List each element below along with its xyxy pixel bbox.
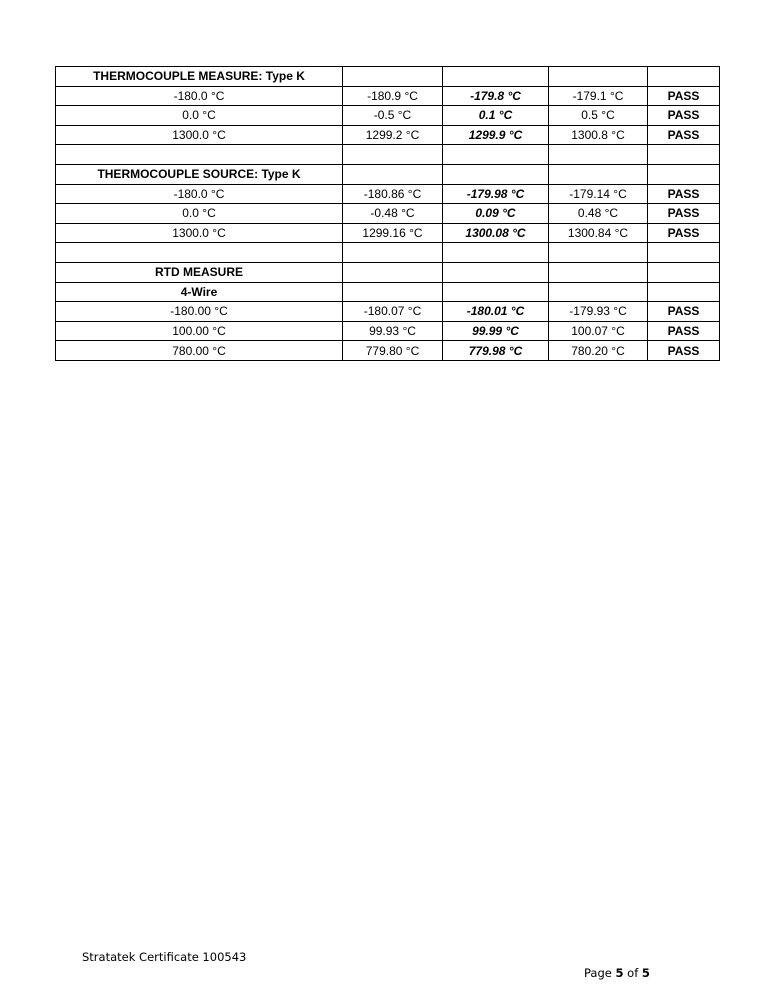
empty-cell (549, 262, 648, 282)
result-cell: PASS (648, 223, 720, 243)
page-total: 5 (641, 966, 650, 980)
certificate-number: Stratatek Certificate 100543 (82, 950, 247, 964)
nominal-cell: 1300.0 °C (56, 125, 343, 145)
page-number (584, 966, 650, 980)
section-title: THERMOCOUPLE SOURCE: Type K (56, 164, 343, 184)
empty-cell (549, 164, 648, 184)
empty-cell (56, 243, 343, 263)
lower-limit-cell: -180.86 °C (343, 184, 443, 204)
section-header-row (56, 67, 720, 87)
page-of: of (623, 966, 642, 980)
table-row (56, 302, 720, 322)
table-row (56, 204, 720, 224)
lower-limit-cell: 1299.16 °C (343, 223, 443, 243)
empty-cell (343, 164, 443, 184)
upper-limit-cell: -179.93 °C (549, 302, 648, 322)
measured-cell: -179.98 °C (443, 184, 549, 204)
lower-limit-cell: 99.93 °C (343, 321, 443, 341)
table-row (56, 223, 720, 243)
empty-cell (343, 243, 443, 263)
lower-limit-cell: 779.80 °C (343, 341, 443, 361)
result-cell: PASS (648, 86, 720, 106)
table-row (56, 341, 720, 361)
section-title: THERMOCOUPLE MEASURE: Type K (56, 67, 343, 87)
empty-cell (343, 262, 443, 282)
measured-cell: 1300.08 °C (443, 223, 549, 243)
empty-cell (443, 282, 549, 302)
table-row (56, 86, 720, 106)
measured-cell: -180.01 °C (443, 302, 549, 322)
result-cell: PASS (648, 106, 720, 126)
upper-limit-cell: -179.14 °C (549, 184, 648, 204)
empty-cell (443, 145, 549, 165)
upper-limit-cell: -179.1 °C (549, 86, 648, 106)
section-header-row (56, 164, 720, 184)
upper-limit-cell: 100.07 °C (549, 321, 648, 341)
spacer-row (56, 243, 720, 263)
empty-cell (648, 282, 720, 302)
nominal-cell: 1300.0 °C (56, 223, 343, 243)
empty-cell (443, 262, 549, 282)
measured-cell: 779.98 °C (443, 341, 549, 361)
page-current: 5 (615, 966, 624, 980)
section-title: RTD MEASURE (56, 262, 343, 282)
result-cell: PASS (648, 341, 720, 361)
upper-limit-cell: 0.5 °C (549, 106, 648, 126)
empty-cell (343, 282, 443, 302)
section-subtitle: 4-Wire (56, 282, 343, 302)
measured-cell: 99.99 °C (443, 321, 549, 341)
nominal-cell: 780.00 °C (56, 341, 343, 361)
measured-cell: -179.8 °C (443, 86, 549, 106)
upper-limit-cell: 1300.8 °C (549, 125, 648, 145)
empty-cell (343, 67, 443, 87)
measured-cell: 0.1 °C (443, 106, 549, 126)
upper-limit-cell: 780.20 °C (549, 341, 648, 361)
lower-limit-cell: -0.5 °C (343, 106, 443, 126)
empty-cell (443, 243, 549, 263)
empty-cell (648, 67, 720, 87)
upper-limit-cell: 0.48 °C (549, 204, 648, 224)
result-cell: PASS (648, 204, 720, 224)
table-row (56, 106, 720, 126)
nominal-cell: 0.0 °C (56, 204, 343, 224)
empty-cell (648, 243, 720, 263)
nominal-cell: 0.0 °C (56, 106, 343, 126)
result-cell: PASS (648, 302, 720, 322)
nominal-cell: -180.0 °C (56, 184, 343, 204)
empty-cell (549, 145, 648, 165)
empty-cell (648, 145, 720, 165)
measured-cell: 0.09 °C (443, 204, 549, 224)
empty-cell (549, 243, 648, 263)
lower-limit-cell: -180.07 °C (343, 302, 443, 322)
result-cell: PASS (648, 321, 720, 341)
empty-cell (648, 262, 720, 282)
lower-limit-cell: 1299.2 °C (343, 125, 443, 145)
table-row (56, 125, 720, 145)
empty-cell (343, 145, 443, 165)
section-subheader-row (56, 282, 720, 302)
upper-limit-cell: 1300.84 °C (549, 223, 648, 243)
section-header-row (56, 262, 720, 282)
empty-cell (549, 282, 648, 302)
calibration-table (55, 66, 720, 361)
result-cell: PASS (648, 184, 720, 204)
nominal-cell: -180.0 °C (56, 86, 343, 106)
page-prefix: Page (584, 966, 616, 980)
empty-cell (549, 67, 648, 87)
empty-cell (443, 67, 549, 87)
lower-limit-cell: -0.48 °C (343, 204, 443, 224)
measured-cell: 1299.9 °C (443, 125, 549, 145)
empty-cell (648, 164, 720, 184)
empty-cell (443, 164, 549, 184)
table-row (56, 184, 720, 204)
lower-limit-cell: -180.9 °C (343, 86, 443, 106)
spacer-row (56, 145, 720, 165)
nominal-cell: 100.00 °C (56, 321, 343, 341)
table-row (56, 321, 720, 341)
empty-cell (56, 145, 343, 165)
result-cell: PASS (648, 125, 720, 145)
nominal-cell: -180.00 °C (56, 302, 343, 322)
